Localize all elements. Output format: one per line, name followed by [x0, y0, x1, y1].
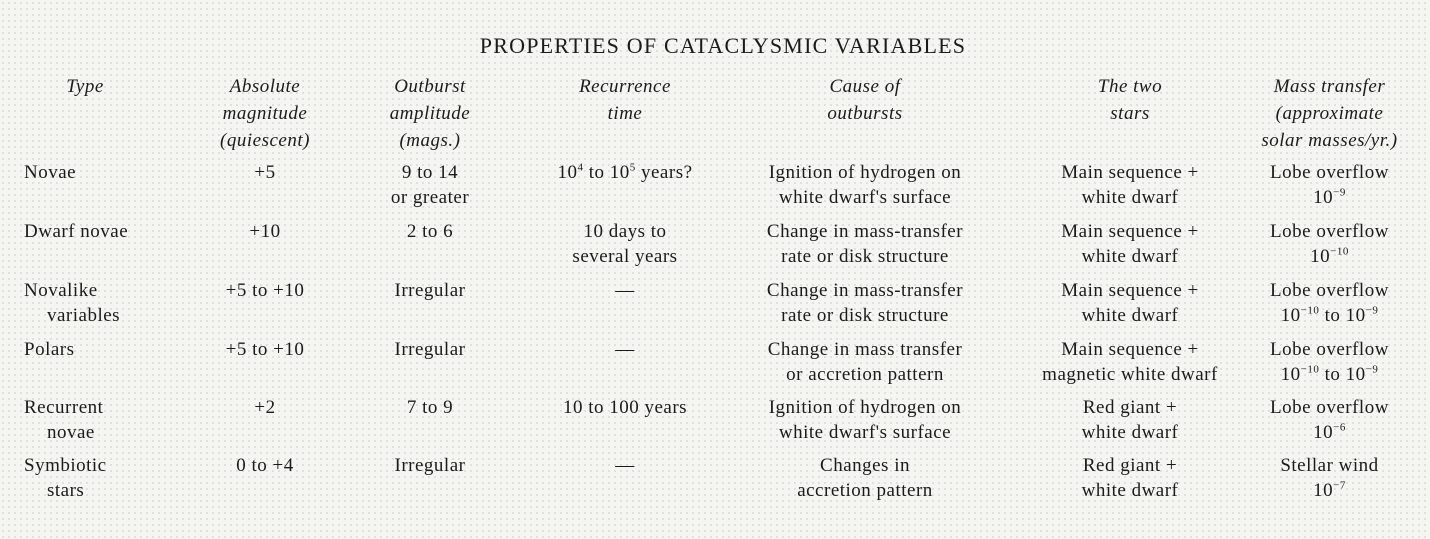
- table-row-recurrent-novae-amplitude: 7 to 9: [406, 397, 454, 418]
- table-row-dwarf-novae-stars: Main sequence + white dwarf: [1061, 221, 1199, 267]
- table-row-polars-stars: Main sequence + magnetic white dwarf: [1042, 339, 1218, 385]
- table-row-dwarf-novae-magnitude: +10: [249, 221, 281, 242]
- table-row-novalike-magnitude: +5 to +10: [225, 280, 305, 301]
- table-row-recurrent-novae-mass-transfer: Lobe overflow $10^{-6}$: [1270, 397, 1389, 443]
- table-row-novae-cause: Ignition of hydrogen on white dwarf's surface: [768, 162, 962, 208]
- header-recurrence-time: Recurrence time: [579, 76, 671, 124]
- table-row-dwarf-novae-cause: Change in mass-transfer rate or disk structure: [766, 221, 964, 267]
- table-row-novalike-mass-transfer: Lobe overflow $10^{-10}$ to $10^{-9}$: [1270, 280, 1389, 326]
- table-row-dwarf-novae-amplitude: 2 to 6: [406, 221, 454, 242]
- header-mass-transfer: Mass transfer (approximate solar masses/yr.): [1261, 76, 1398, 151]
- header-cause-of-outbursts: Cause of outbursts: [827, 76, 903, 124]
- table-row-symbiotic-type: Symbiotic stars: [24, 455, 107, 501]
- header-the-two-stars: The two stars: [1097, 76, 1163, 124]
- table-row-recurrent-novae-stars: Red giant + white dwarf: [1081, 397, 1179, 443]
- recurrence-with-exponents: $10^4$ to $10^5$ years?: [557, 161, 693, 183]
- table-row-novalike-recurrence: —: [615, 280, 635, 301]
- table-row-dwarf-novae-mass-transfer: Lobe overflow $10^{-10}$: [1270, 221, 1389, 267]
- table-row-novalike-type: Novalike variables: [24, 280, 121, 326]
- table-row-symbiotic-cause: Changes in accretion pattern: [797, 455, 933, 501]
- table-row-recurrent-novae-magnitude: +2: [254, 397, 276, 418]
- table-row-novae-recurrence: [530, 160, 720, 185]
- table-row-recurrent-novae-recurrence: 10 to 100 years: [562, 397, 688, 418]
- table-row-recurrent-novae-type: Recurrent novae: [24, 397, 104, 443]
- table-row-symbiotic-stars: Red giant + white dwarf: [1081, 455, 1179, 501]
- table-row-polars-cause: Change in mass transfer or accretion pattern: [767, 339, 963, 385]
- table-row-symbiotic-magnitude: 0 to +4: [236, 455, 294, 476]
- table-row-novae-type: Novae: [24, 162, 77, 183]
- table-row-dwarf-novae-recurrence: 10 days to several years: [572, 221, 678, 267]
- header-type: Type: [66, 76, 104, 97]
- table-row-polars-amplitude: Irregular: [394, 339, 466, 360]
- header-outburst-amplitude: Outburst amplitude (mags.): [389, 76, 471, 151]
- table-title: PROPERTIES OF CATACLYSMIC VARIABLES: [479, 33, 967, 58]
- table-row-novalike-stars: Main sequence + white dwarf: [1061, 280, 1199, 326]
- table-row-dwarf-novae-type: Dwarf novae: [24, 221, 129, 242]
- table-row-novae-amplitude: 9 to 14 or greater: [390, 162, 470, 208]
- table-row-polars-magnitude: +5 to +10: [225, 339, 305, 360]
- table-row-symbiotic-mass-transfer: Stellar wind $10^{-7}$: [1280, 455, 1379, 501]
- table-row-symbiotic-amplitude: Irregular: [394, 455, 466, 476]
- table-row-novalike-amplitude: Irregular: [394, 280, 466, 301]
- table-row-novalike-cause: Change in mass-transfer rate or disk structure: [766, 280, 964, 326]
- table-row-recurrent-novae-cause: Ignition of hydrogen on white dwarf's surface: [768, 397, 962, 443]
- table-row-novae-stars: Main sequence + white dwarf: [1061, 162, 1199, 208]
- table-row-novae-magnitude: +5: [254, 162, 276, 183]
- table-row-polars-type: Polars: [24, 339, 75, 360]
- table-row-polars-mass-transfer: Lobe overflow $10^{-10}$ to $10^{-9}$: [1270, 339, 1389, 385]
- table-row-symbiotic-recurrence: —: [615, 455, 635, 476]
- table-row-novae-mass-transfer: Lobe overflow $10^{-9}$: [1270, 162, 1389, 208]
- table-row-polars-recurrence: —: [615, 339, 635, 360]
- header-absolute-magnitude: Absolute magnitude (quiescent): [220, 76, 310, 151]
